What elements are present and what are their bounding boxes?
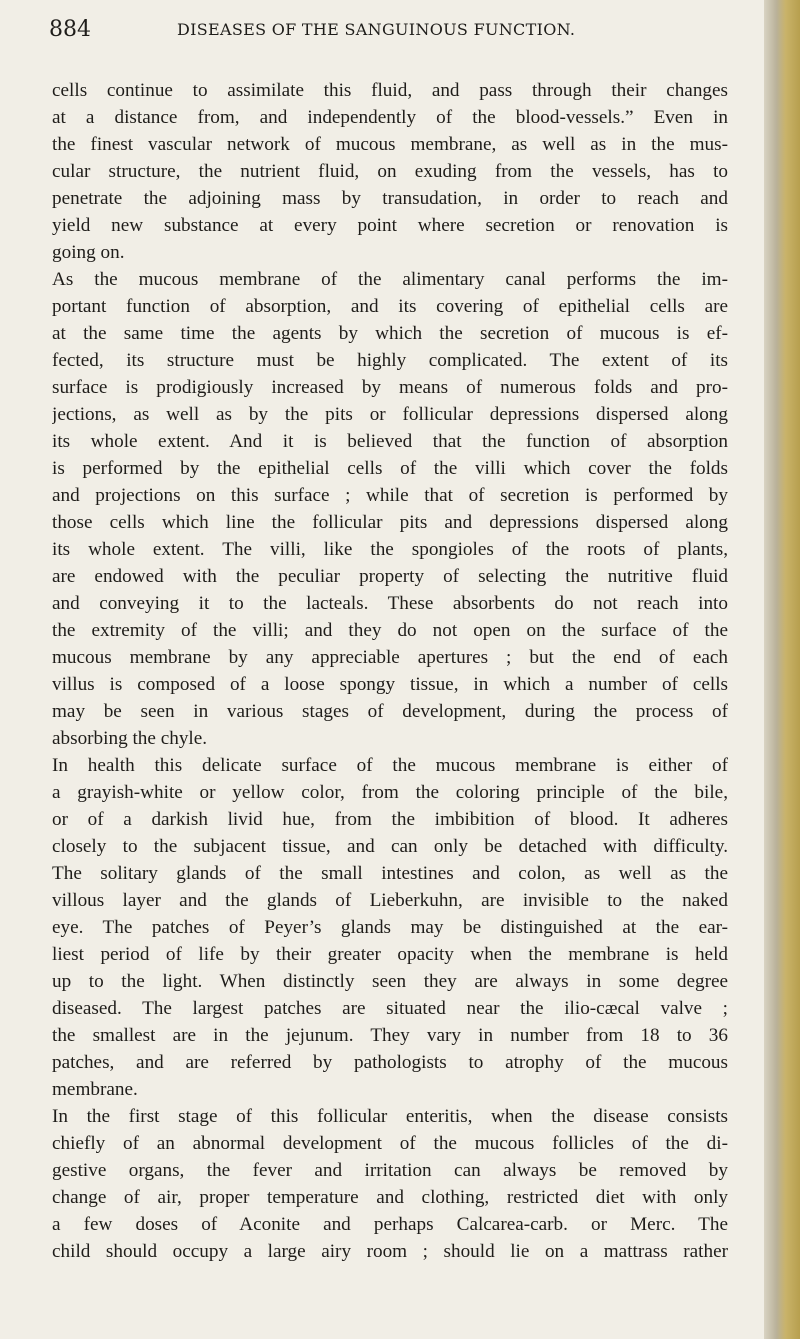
text-line: jections, as well as by the pits or follicular depressions dispersed along xyxy=(52,404,728,425)
text-line: liest period of life by their greater opacity when the membrane is held xyxy=(52,944,728,965)
text-line: In health this delicate surface of the mucous membrane is either of xyxy=(52,755,728,776)
text-line: at the same time the agents by which the secretion of mucous is ef- xyxy=(52,323,728,344)
text-line: at a distance from, and independently of the blood-vessels.” Even in xyxy=(52,107,728,128)
text-line: change of air, proper temperature and clothing, restricted diet with only xyxy=(52,1187,728,1208)
text-line: or of a darkish livid hue, from the imbibition of blood. It adheres xyxy=(52,809,728,830)
text-line: those cells which line the follicular pits and depressions dispersed along xyxy=(52,512,728,533)
text-line: eye. The patches of Peyer’s glands may be distinguished at the ear- xyxy=(52,917,728,938)
text-line: its whole extent. The villi, like the spongioles of the roots of plants, xyxy=(52,539,728,560)
text-line: the extremity of the villi; and they do not open on the surface of the xyxy=(52,620,728,641)
text-line: gestive organs, the fever and irritation can always be removed by xyxy=(52,1160,728,1181)
text-line: yield new substance at every point where secretion or renovation is xyxy=(52,215,728,236)
page-edge xyxy=(764,0,800,1339)
text-line: up to the light. When distinctly seen they are always in some degree xyxy=(52,971,728,992)
text-line: may be seen in various stages of development, during the process of xyxy=(52,701,728,722)
text-line: the finest vascular network of mucous membrane, as well as in the mus- xyxy=(52,134,728,155)
page-number: 884 xyxy=(49,17,91,42)
text-line: its whole extent. And it is believed that the function of absorption xyxy=(52,431,728,452)
text-line: As the mucous membrane of the alimentary canal performs the im- xyxy=(52,269,728,290)
text-line: and projections on this surface ; while that of secretion is performed by xyxy=(52,485,728,506)
text-line: villous layer and the glands of Lieberkuhn, are invisible to the naked xyxy=(52,890,728,911)
text-line: The solitary glands of the small intestines and colon, as well as the xyxy=(52,863,728,884)
text-line: chiefly of an abnormal development of the mucous follicles of the di- xyxy=(52,1133,728,1154)
text-line: portant function of absorption, and its covering of epithelial cells are xyxy=(52,296,728,317)
text-line: surface is prodigiously increased by means of numerous folds and pro- xyxy=(52,377,728,398)
text-line: diseased. The largest patches are situated near the ilio-cæcal valve ; xyxy=(52,998,728,1019)
text-line: fected, its structure must be highly complicated. The extent of its xyxy=(52,350,728,371)
text-line: absorbing the chyle. xyxy=(52,728,208,749)
text-line: closely to the subjacent tissue, and can only be detached with difficulty. xyxy=(52,836,728,857)
text-line: are endowed with the peculiar property of selecting the nutritive fluid xyxy=(52,566,728,587)
text-line: In the first stage of this follicular enteritis, when the disease consists xyxy=(52,1106,728,1127)
text-line: mucous membrane by any appreciable apertures ; but the end of each xyxy=(52,647,728,668)
page-header xyxy=(49,10,729,50)
text-line: child should occupy a large airy room ; should lie on a mattrass rather xyxy=(52,1241,728,1262)
text-line: going on. xyxy=(52,242,125,263)
text-line: patches, and are referred by pathologists to atrophy of the mucous xyxy=(52,1052,728,1073)
text-line: and conveying it to the lacteals. These absorbents do not reach into xyxy=(52,593,728,614)
text-line: penetrate the adjoining mass by transudation, in order to reach and xyxy=(52,188,728,209)
text-line: the smallest are in the jejunum. They vary in number from 18 to 36 xyxy=(52,1025,728,1046)
text-line: villus is composed of a loose spongy tissue, in which a number of cells xyxy=(52,674,728,695)
text-line: is performed by the epithelial cells of the villi which cover the folds xyxy=(52,458,728,479)
body-text xyxy=(52,77,728,1265)
text-line: cular structure, the nutrient fluid, on exuding from the vessels, has to xyxy=(52,161,728,182)
text-line: cells continue to assimilate this fluid, and pass through their changes xyxy=(52,80,728,101)
text-line: membrane. xyxy=(52,1079,138,1100)
running-head: DISEASES OF THE SANGUINOUS FUNCTION. xyxy=(177,20,576,39)
text-line: a grayish-white or yellow color, from the coloring principle of the bile, xyxy=(52,782,728,803)
text-line: a few doses of Aconite and perhaps Calcarea-carb. or Merc. The xyxy=(52,1214,728,1235)
